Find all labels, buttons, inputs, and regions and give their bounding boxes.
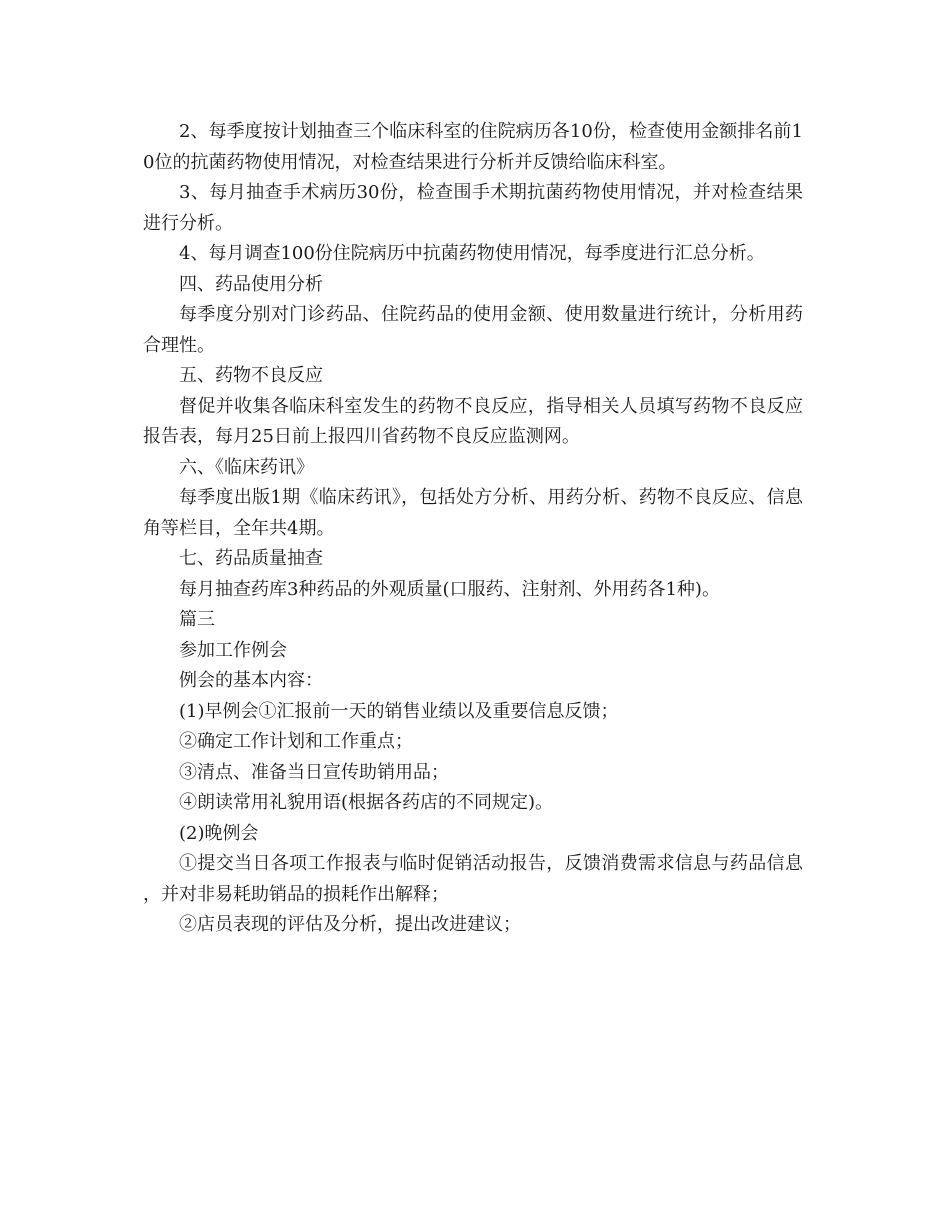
list-item: ①提交当日各项工作报表与临时促销活动报告，反馈消费需求信息与药品信息，并对非易耗助销品的损耗作出解释； — [143, 853, 803, 905]
list-item: (2)晚例会 — [179, 822, 259, 844]
paragraph: 4、每月调查100份住院病历中抗菌药物使用情况，每季度进行汇总分析。 — [179, 243, 765, 264]
list-item: ②确定工作计划和工作重点； — [179, 731, 413, 752]
list-item: ③清点、准备当日宣传助销用品； — [179, 761, 449, 783]
list-item: (1)早例会①汇报前一天的销售业绩以及重要信息反馈； — [179, 700, 619, 722]
section-heading: 六、《临床药讯》 — [179, 456, 314, 478]
paragraph: 例会的基本内容： — [179, 670, 323, 691]
section-heading: 五、药物不良反应 — [179, 365, 323, 386]
paragraph: 2、每季度按计划抽查三个临床科室的住院病历各10份，检查使用金额排名前10位的抗菌药物使用情况，对检查结果进行分析并反馈给临床科室。 — [143, 121, 803, 173]
part-heading: 篇三 — [179, 609, 215, 630]
list-item: ④朗读常用礼貌用语(根据各药店的不同规定)。 — [179, 792, 554, 813]
paragraph: 每月抽查药库3种药品的外观质量(口服药、注射剂、外用药各1种)。 — [179, 578, 720, 600]
section-heading: 四、药品使用分析 — [179, 273, 323, 295]
paragraph: 督促并收集各临床科室发生的药物不良反应，指导相关人员填写药物不良反应报告表，每月25日前上报四川省药物不良反应监测网。 — [143, 395, 803, 447]
list-item: ②店员表现的评估及分析，提出改进建议； — [179, 914, 521, 935]
document-body — [143, 117, 803, 941]
paragraph: 每季度出版1期《临床药讯》，包括处方分析、用药分析、药物不良反应、信息角等栏目，全年共4期。 — [143, 487, 803, 539]
paragraph: 3、每月抽查手术病历30份，检查围手术期抗菌药物使用情况，并对检查结果进行分析。 — [143, 182, 803, 234]
section-heading: 七、药品质量抽查 — [179, 548, 323, 569]
paragraph: 参加工作例会 — [179, 639, 287, 661]
paragraph: 每季度分别对门诊药品、住院药品的使用金额、使用数量进行统计，分析用药合理性。 — [143, 304, 803, 356]
